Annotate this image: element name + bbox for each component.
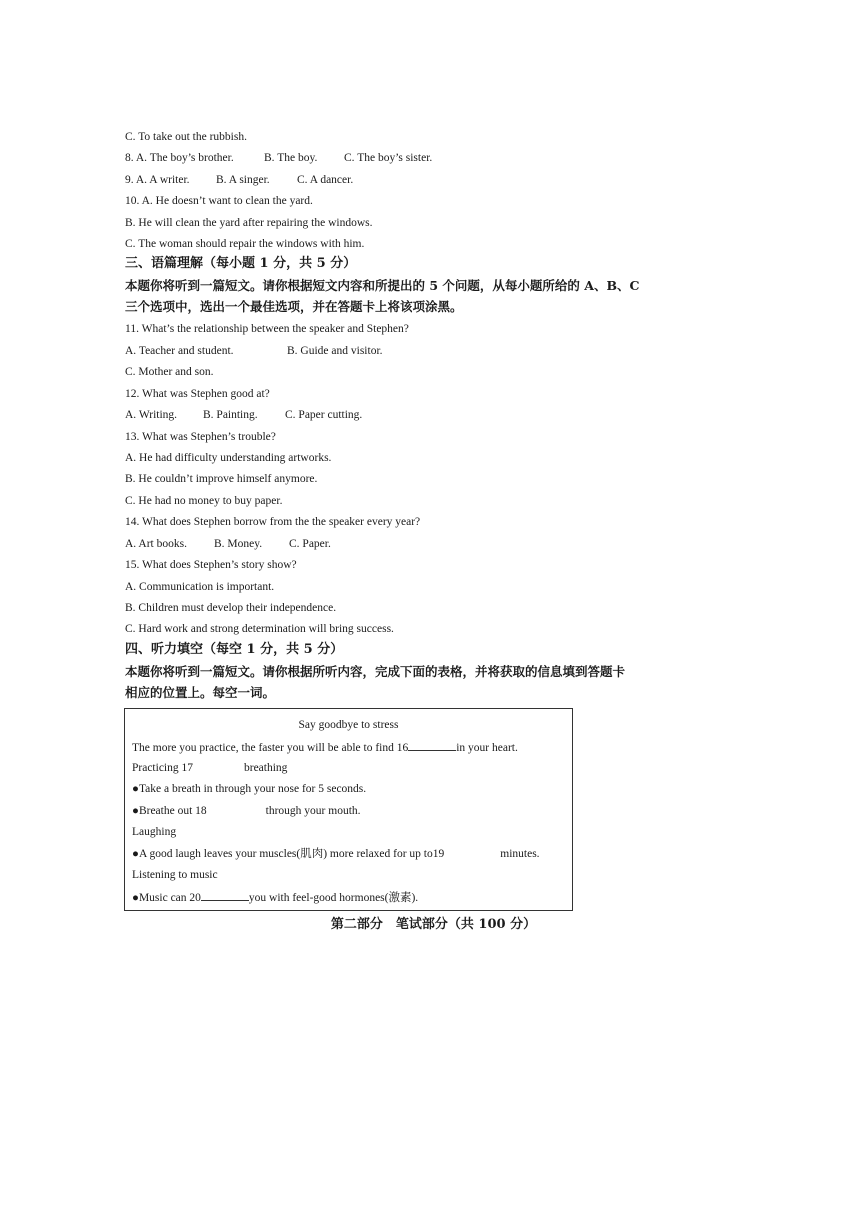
blank-20[interactable] (201, 889, 249, 901)
q8-options (125, 151, 432, 165)
q15-option-a: A. Communication is important. (125, 581, 275, 593)
q7-option-c: C. To take out the rubbish. (125, 131, 247, 143)
table-line-17 (132, 761, 287, 775)
table-line-20-text: ●Music can 20 (132, 892, 201, 904)
q10-option-c: C. The woman should repair the windows with him. (125, 238, 365, 250)
q13-question: 13. What was Stephen’s trouble? (125, 431, 276, 443)
q12-question: 12. What was Stephen good at? (125, 388, 270, 400)
table-line-18-end: through your mouth. (265, 805, 361, 817)
q15-option-b: B. Children must develop their independence. (125, 602, 337, 614)
section-4-instruction-cont: 相应的位置上。每空一词。 (125, 685, 276, 700)
q15-option-c: C. Hard work and strong determination will bring success. (125, 623, 394, 635)
q13-option-c: C. He had no money to buy paper. (125, 495, 283, 507)
section-4-heading: 四、听力填空（每空 1 分，共 5 分） (125, 642, 344, 657)
q12-options (125, 408, 362, 422)
q12-option-c: C. Paper cutting. (285, 409, 363, 421)
q11-option-b: B. Guide and visitor. (287, 345, 383, 357)
table-line-16 (132, 739, 518, 755)
q9-option-b: B. A singer. (216, 174, 270, 186)
table-line-16-text: The more you practice, the faster you will be able to find 16 (132, 742, 409, 754)
table-line-17-end: breathing (244, 762, 288, 774)
table-line-19 (132, 847, 540, 861)
q12-option-a: A. Writing. (125, 409, 178, 421)
q8-option-c: C. The boy’s sister. (344, 152, 433, 164)
q14-question: 14. What does Stephen borrow from the the speaker every year? (125, 516, 421, 528)
table-line-music: Listening to music (132, 869, 218, 881)
q13-option-a: A. He had difficulty understanding artworks. (125, 452, 332, 464)
table-line-19-end: minutes. (500, 848, 540, 860)
q8-option-a: 8. A. The boy’s brother. (125, 152, 234, 164)
section-3-instruction-cont: 三个选项中，选出一个最佳选项，并在答题卡上将该项涂黑。 (125, 299, 463, 314)
blank-16[interactable] (408, 739, 456, 751)
q9-options (125, 173, 353, 187)
q11-option-a: A. Teacher and student. (125, 345, 234, 357)
table-line-17-text: Practicing 17 (132, 762, 193, 774)
q12-option-b: B. Painting. (203, 409, 258, 421)
table-line-18 (132, 804, 361, 818)
q14-option-c: C. Paper. (289, 538, 331, 550)
table-title: Say goodbye to stress (298, 719, 399, 731)
q9-option-c: C. A dancer. (297, 174, 354, 186)
table-line-laughing: Laughing (132, 826, 177, 838)
q13-option-b: B. He couldn’t improve himself anymore. (125, 473, 318, 485)
q15-question: 15. What does Stephen’s story show? (125, 559, 297, 571)
q11-question: 11. What’s the relationship between the speaker and Stephen? (125, 323, 409, 335)
section-3-instruction: 本题你将听到一篇短文。请你根据短文内容和所提出的 5 个问题，从每小题所给的 A、B、C (125, 278, 640, 293)
part-two-heading: 第二部分 笔试部分（共 100 分） (330, 917, 537, 932)
table-line-breath-in: ●Take a breath in through your nose for 5 seconds. (132, 783, 367, 795)
q14-options (125, 537, 331, 551)
q14-option-b: B. Money. (214, 538, 263, 550)
q11-option-c: C. Mother and son. (125, 366, 214, 378)
table-line-20 (132, 889, 418, 905)
table-line-18-text: ●Breathe out 18 (132, 805, 207, 817)
section-3-heading: 三、语篇理解（每小题 1 分，共 5 分） (125, 256, 357, 271)
q9-option-a: 9. A. A writer. (125, 174, 190, 186)
table-line-19-text: ●A good laugh leaves your muscles(肌肉) more relaxed for up to19 (132, 848, 445, 860)
q10-option-a: 10. A. He doesn’t want to clean the yard. (125, 195, 313, 207)
section-4-instruction: 本题你将听到一篇短文。请你根据所听内容，完成下面的表格，并将获取的信息填到答题卡 (125, 664, 626, 679)
q14-option-a: A. Art books. (125, 538, 187, 550)
fill-in-table (124, 708, 573, 911)
q11-options (125, 344, 383, 358)
table-line-16-end: in your heart. (456, 742, 518, 754)
q10-option-b: B. He will clean the yard after repairing the windows. (125, 217, 373, 229)
q8-option-b: B. The boy. (264, 152, 318, 164)
table-line-20-end: you with feel-good hormones(激素). (248, 892, 419, 904)
